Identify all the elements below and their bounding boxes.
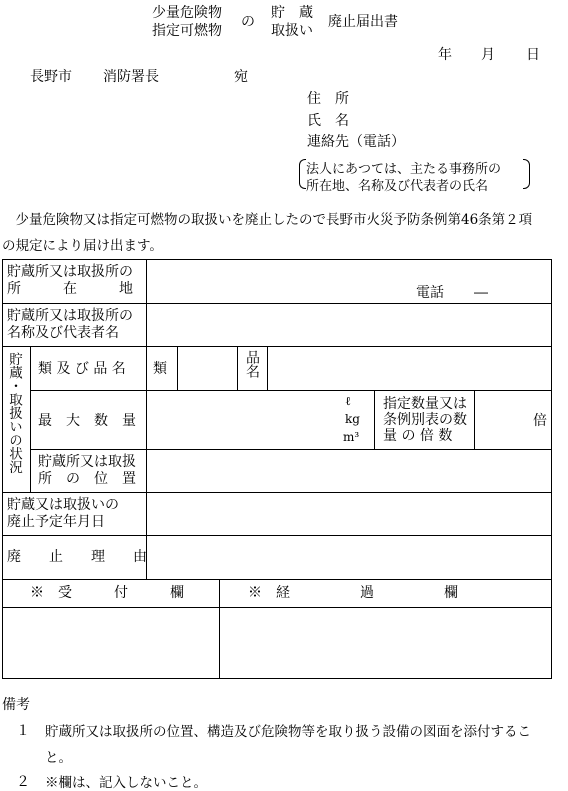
ratio-label-line3: 量 の 倍 数	[383, 428, 453, 444]
abolish-date-label-line1: 貯蔵又は取扱いの	[7, 497, 119, 513]
applicant-contact-label: 連絡先（電話）	[307, 134, 405, 150]
progress-header: ※ 経 過 欄	[248, 585, 458, 601]
applicant-name-label: 氏 名	[307, 113, 349, 129]
rui-label: 類	[153, 361, 167, 377]
corp-note-line2: 所在地、名称及び代表者の氏名	[306, 179, 489, 194]
max-qty-label: 最 大 数 量	[38, 413, 136, 429]
phone-dash: ―	[474, 285, 488, 301]
name-input[interactable]	[148, 305, 548, 344]
corp-note-right-paren	[523, 159, 530, 189]
note1-number: １	[16, 723, 30, 739]
storage-position-label-line1: 貯蔵所又は取扱	[38, 454, 136, 470]
progress-area	[221, 609, 549, 676]
ratio-label-line2: 条例別表の数	[383, 412, 467, 428]
storage-position-label-line2: 所 の 位 置	[38, 471, 136, 487]
addressee-suffix: 宛	[234, 69, 248, 85]
location-input[interactable]	[148, 261, 408, 301]
abolish-date-label-line2: 廃止予定年月日	[7, 514, 105, 530]
applicant-address-label: 住 所	[307, 91, 349, 107]
corp-note-line1: 法人にあつては、主たる事務所の	[306, 162, 502, 177]
addressee-title: 消防署長	[103, 69, 159, 85]
addressee-city: 長野市	[30, 69, 72, 85]
page-title: 廃止届出書	[328, 14, 398, 30]
date-day: 日	[526, 47, 540, 63]
receipt-header: ※ 受 付 欄	[30, 585, 184, 601]
note1-line1: 貯蔵所又は取扱所の位置、構造及び危険物等を取り扱う設備の図面を添付するこ	[45, 724, 531, 740]
status-vertical-label: 貯蔵・取扱いの状況	[6, 352, 22, 474]
title-no: の	[241, 14, 255, 30]
rui-input[interactable]	[179, 348, 235, 388]
hinmei-input[interactable]	[269, 348, 549, 388]
storage-position-input[interactable]	[148, 451, 548, 490]
date-month: 月	[481, 47, 495, 63]
receipt-area	[4, 609, 217, 676]
title-action-line1: 貯 蔵	[271, 5, 313, 21]
reason-label: 廃 止 理 由	[7, 549, 147, 565]
note1-line2: と。	[45, 750, 72, 766]
location-label-line1: 貯蔵所又は取扱所の	[7, 264, 133, 280]
note2-text: ※欄は、記入しないこと。	[45, 775, 207, 791]
location-label-line2: 所 在 地	[7, 281, 133, 297]
body-text-line1: 少量危険物又は指定可燃物の取扱いを廃止したので長野市火災予防条例第46条第２項	[2, 212, 533, 228]
max-qty-input[interactable]	[148, 392, 338, 447]
ratio-label-line1: 指定数量又は	[383, 396, 467, 412]
title-action-line2: 取扱い	[271, 23, 313, 39]
title-kind-line2: 指定可燃物	[152, 23, 222, 39]
bai-label: 倍	[533, 413, 547, 429]
note2-number: ２	[16, 774, 30, 790]
hinmei-label: 品名	[244, 350, 260, 378]
phone-label: 電話	[416, 285, 444, 301]
notes-title: 備考	[2, 697, 30, 713]
kind-label: 類 及 び 品 名	[38, 361, 126, 377]
reason-input[interactable]	[148, 537, 548, 577]
name-label-line2: 名称及び代表者名	[7, 325, 119, 341]
ratio-input[interactable]	[476, 392, 530, 447]
title-kind-line1: 少量危険物	[152, 5, 222, 21]
name-label-line1: 貯蔵所又は取扱所の	[7, 308, 133, 324]
date-year: 年	[438, 47, 452, 63]
unit-liter: ℓ	[345, 394, 351, 408]
unit-m3: m³	[343, 430, 360, 444]
body-text-line2: の規定により届け出ます。	[2, 238, 163, 254]
unit-kg: kg	[345, 412, 360, 426]
corp-note-left-paren	[299, 159, 306, 189]
abolish-date-input[interactable]	[148, 494, 548, 533]
